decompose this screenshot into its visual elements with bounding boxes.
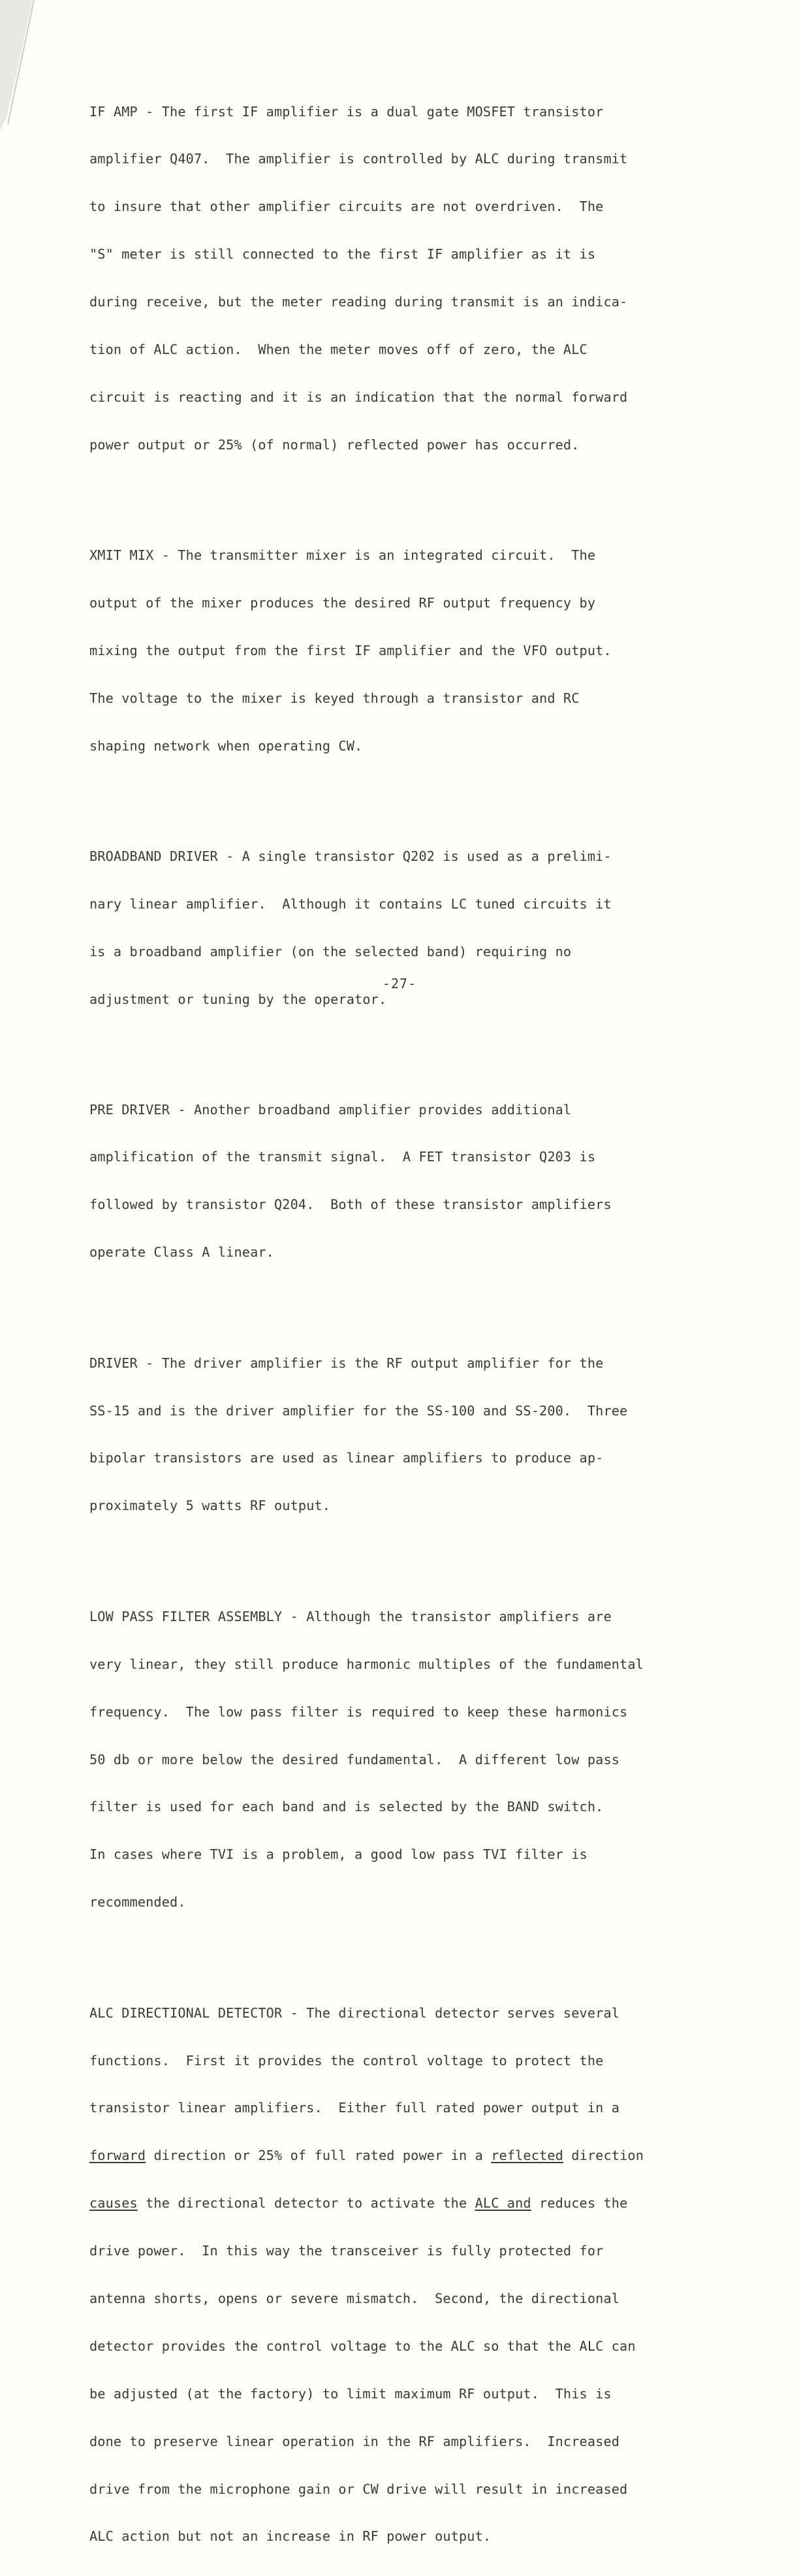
- text-line: filter is used for each band and is selected by the BAND switch.: [89, 1799, 604, 1815]
- paragraph-broadband-driver: [89, 817, 742, 1039]
- text-line: operate Class A linear.: [89, 1244, 274, 1261]
- text-line: SS-15 and is the driver amplifier for the SS-100 and SS-200. Three: [89, 1402, 628, 1419]
- paragraph-if-amp: [89, 72, 742, 485]
- underlined-word: causes: [89, 2195, 138, 2212]
- text-line: drive from the microphone gain or CW drive will result in increased: [89, 2481, 628, 2497]
- text-line: shaping network when operating CW.: [89, 737, 363, 754]
- text-line: output of the mixer produces the desired RF output frequency by: [89, 595, 596, 611]
- text-line: ALC DIRECTIONAL DETECTOR - The directional detector serves several: [89, 2004, 620, 2021]
- text-line: XMIT MIX - The transmitter mixer is an integrated circuit. The: [89, 547, 596, 564]
- text-line: LOW PASS FILTER ASSEMBLY - Although the transistor amplifiers are: [89, 1608, 612, 1624]
- text-line: tion of ALC action. When the meter moves off of zero, the ALC: [89, 342, 588, 358]
- underlined-word: forward: [89, 2148, 146, 2164]
- text-line: PRE DRIVER - Another broadband amplifier provides additional: [89, 1101, 572, 1118]
- paragraph-alc-directional-detector: [89, 1973, 742, 2576]
- text-line: DRIVER - The driver amplifier is the RF output amplifier for the: [89, 1355, 604, 1371]
- text-line: [89, 2195, 742, 2211]
- text-line: recommended.: [89, 1894, 186, 1910]
- text-line: amplifier Q407. The amplifier is controlled by ALC during transmit: [89, 151, 628, 167]
- text-line: IF AMP - The first IF amplifier is a dual gate MOSFET transistor: [89, 103, 604, 120]
- text-line: adjustment or tuning by the operator.: [89, 991, 387, 1008]
- text-line: followed by transistor Q204. Both of these transistor amplifiers: [89, 1197, 612, 1213]
- text-line: mixing the output from the first IF amplifier and the VFO output.: [89, 643, 612, 659]
- paragraph-low-pass-filter: [89, 1577, 742, 1942]
- page-number: -27-: [382, 976, 417, 991]
- paragraph-driver: [89, 1323, 742, 1545]
- paragraph-xmit-mix: [89, 516, 742, 786]
- text-line: bipolar transistors are used as linear amplifiers to produce ap-: [89, 1450, 604, 1466]
- text-line: The voltage to the mixer is keyed through a transistor and RC: [89, 690, 580, 706]
- page-edge-shadow: [0, 0, 39, 144]
- underlined-word: reflected: [491, 2148, 563, 2164]
- text-line: ALC action but not an increase in RF power output.: [89, 2528, 492, 2545]
- underlined-word: ALC and: [475, 2195, 531, 2212]
- text-run: direction or 25% of full rated power in a: [146, 2148, 492, 2164]
- text-run: the directional detector to activate the: [137, 2195, 475, 2212]
- text-line: [89, 2148, 742, 2163]
- text-line: detector provides the control voltage to the ALC so that the ALC can: [89, 2338, 636, 2354]
- text-line: to insure that other amplifier circuits are not overdriven. The: [89, 199, 604, 215]
- text-line: 50 db or more below the desired fundamental. A different low pass: [89, 1751, 620, 1767]
- text-line: proximately 5 watts RF output.: [89, 1498, 331, 1514]
- text-line: BROADBAND DRIVER - A single transistor Q202 is used as a prelimi-: [89, 848, 612, 865]
- page-body: [89, 72, 742, 2576]
- paragraph-pre-driver: [89, 1070, 742, 1292]
- text-line: In cases where TVI is a problem, a good low pass TVI filter is: [89, 1846, 588, 1863]
- text-line: nary linear amplifier. Although it contains LC tuned circuits it: [89, 896, 612, 912]
- text-line: power output or 25% (of normal) reflected power has occurred.: [89, 436, 580, 453]
- text-line: transistor linear amplifiers. Either full rated power output in a: [89, 2100, 620, 2116]
- text-line: amplification of the transmit signal. A FET transistor Q203 is: [89, 1149, 596, 1165]
- text-line: during receive, but the meter reading during transmit is an indica-: [89, 294, 628, 310]
- text-line: circuit is reacting and it is an indication that the normal forward: [89, 389, 628, 405]
- text-line: is a broadband amplifier (on the selected band) requiring no: [89, 944, 572, 960]
- text-line: functions. First it provides the control voltage to protect the: [89, 2052, 604, 2069]
- text-line: be adjusted (at the factory) to limit maximum RF output. This is: [89, 2385, 612, 2402]
- text-line: "S" meter is still connected to the first IF amplifier as it is: [89, 246, 596, 263]
- text-line: antenna shorts, opens or severe mismatch. Second, the directional: [89, 2291, 620, 2306]
- text-run: direction: [563, 2148, 644, 2164]
- text-line: very linear, they still produce harmonic multiples of the fundamental: [89, 1656, 644, 1672]
- text-line: drive power. In this way the transceiver is fully protected for: [89, 2243, 604, 2259]
- text-line: done to preserve linear operation in the RF amplifiers. Increased: [89, 2433, 620, 2449]
- text-line: frequency. The low pass filter is required to keep these harmonics: [89, 1703, 628, 1720]
- text-run: reduces the: [531, 2195, 628, 2212]
